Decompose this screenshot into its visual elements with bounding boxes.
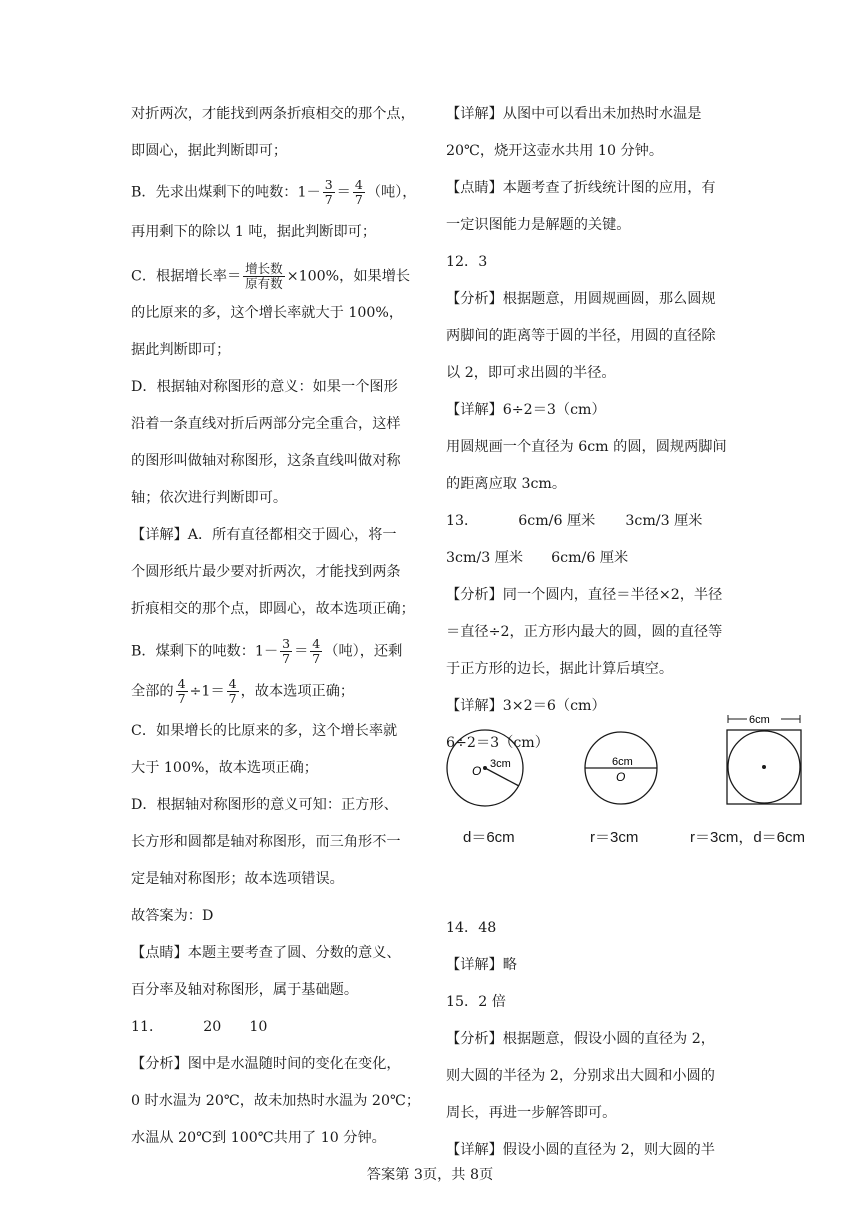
fraction: $\frac{\text{增长数}}{\text{原有数}}$ [245, 261, 283, 291]
circle-radius-diagram [447, 730, 523, 806]
figure-caption-3: r＝3cm，d＝6cm [690, 829, 806, 846]
text-line: 20℃，烧开这壶水共用 10 分钟。 [446, 143, 664, 159]
question-number-line: 11． 20 10 [131, 1019, 268, 1035]
figure-caption-2: r＝3cm [590, 829, 639, 846]
text-line: 6÷2＝3（cm） [446, 735, 549, 751]
fraction: $\frac{4}{7}$ [228, 676, 237, 706]
text-line: 的比原来的多，这个增长率就大于 100%， [131, 305, 404, 321]
text-line: 折痕相交的那个点，即圆心，故本选项正确； [131, 601, 415, 617]
text-line: 大于 100%，故本选项正确； [131, 760, 318, 776]
text-line: 【分析】同一个圆内，直径＝半径×2，半径 [446, 587, 723, 603]
fraction: $\frac{4}{7}$ [312, 636, 321, 666]
question-number-line: 14．48 [446, 920, 497, 936]
answer-line: 故答案为：D [131, 908, 214, 924]
text-line: 的图形叫做轴对称图形，这条直线叫做对称 [131, 453, 401, 469]
text-line: 个圆形纸片最少要对折两次，才能找到两条 [131, 564, 401, 580]
side-label: 6cm [749, 714, 770, 726]
diameter-label: 6cm [612, 756, 633, 768]
text-line: 以 2，即可求出圆的半径。 [446, 365, 616, 381]
text-line: 据此判断即可； [131, 342, 231, 358]
text-line: D．根据轴对称图形的意义：如果一个图形 [131, 379, 398, 395]
text-line: 【分析】图中是水温随时间的变化在变化， [131, 1056, 401, 1072]
text-line: 【详解】3×2＝6（cm） [446, 698, 606, 714]
question-number-line: 12．3 [446, 254, 488, 270]
text-line-fraction: C．根据增长率＝ $\frac{\text{增长数}}{\text{原有数}}$ ×100%，如果增长 [131, 261, 411, 291]
text-line-fraction: B．煤剩下的吨数：1－ $\frac{3}{7}$ ＝ $\frac{4}{7}$ （吨），还剩 [131, 636, 403, 666]
fraction: $\frac{4}{7}$ [177, 676, 186, 706]
circle-diameter-diagram [585, 732, 657, 804]
text-line: 对折两次，才能找到两条折痕相交的那个点， [131, 106, 415, 122]
text-line: C．如果增长的比原来的多，这个增长率就 [131, 723, 398, 739]
text-line: 【详解】A．所有直径都相交于圆心，将一 [131, 527, 397, 543]
square-circle-diagram [727, 712, 801, 804]
text-line: 则大圆的半径为 2，分别求出大圆和小圆的 [446, 1068, 715, 1084]
text-line: 两脚间的距离等于圆的半径，用圆的直径除 [446, 328, 716, 344]
text-line: 即圆心，据此判断即可； [131, 143, 288, 159]
question-number-line: 13． 6cm/6 厘米 3cm/3 厘米 [446, 513, 703, 529]
center-dot [762, 765, 766, 769]
text-line: 【详解】假设小圆的直径为 2，则大圆的半 [446, 1142, 715, 1158]
text-line-fraction: 全部的 $\frac{4}{7}$ ÷1＝ $\frac{4}{7}$ ，故本选项正确； [131, 676, 355, 706]
text-line: ＝直径÷2，正方形内最大的圆，圆的直径等 [446, 624, 723, 640]
text-line: 【分析】根据题意，用圆规画圆，那么圆规 [446, 291, 716, 307]
text-line: 【点睛】本题主要考查了圆、分数的意义、 [131, 945, 401, 961]
text-line: 于正方形的边长，据此计算后填空。 [446, 661, 674, 677]
text-line: 百分率及轴对称图形，属于基础题。 [131, 982, 359, 998]
circle-figure [430, 706, 830, 816]
text-line-fraction: B．先求出煤剩下的吨数：1－ $\frac{3}{7}$ ＝ $\frac{4}{7}$ （吨）， [131, 177, 417, 207]
text-line: 一定识图能力是解题的关键。 [446, 217, 631, 233]
text-line: 长方形和圆都是轴对称图形，而三角形不一 [131, 834, 401, 850]
text-line: 【详解】从图中可以看出未加热时水温是 [446, 106, 702, 122]
center-label: O [616, 770, 626, 784]
text-line: 【分析】根据题意，假设小圆的直径为 2， [446, 1031, 715, 1047]
fraction: $\frac{3}{7}$ [324, 177, 333, 207]
text-line: 定是轴对称图形；故本选项错误。 [131, 871, 344, 887]
text-line: 【详解】6÷2＝3（cm） [446, 402, 606, 418]
answer-line: 3cm/3 厘米 6cm/6 厘米 [446, 550, 629, 566]
page-footer: 答案第 3页，共 8页 [366, 1167, 494, 1183]
question-number-line: 15．2 倍 [446, 994, 506, 1010]
text-line: D．根据轴对称图形的意义可知：正方形、 [131, 797, 398, 813]
text-line: 水温从 20℃到 100℃共用了 10 分钟。 [131, 1130, 386, 1146]
text-line: 轴；依次进行判断即可。 [131, 490, 288, 506]
text-line: 周长，再进一步解答即可。 [446, 1105, 617, 1121]
text-line: 0 时水温为 20℃，故未加热时水温为 20℃； [131, 1093, 421, 1109]
radius-label: 3cm [490, 758, 511, 770]
radius-line [485, 768, 519, 786]
fraction: $\frac{4}{7}$ [354, 177, 363, 207]
text-line: 再用剩下的除以 1 吨，据此判断即可； [131, 224, 377, 240]
text-line: 【点睛】本题考查了折线统计图的应用，有 [446, 180, 716, 196]
text-line: 沿着一条直线对折后两部分完全重合，这样 [131, 416, 401, 432]
figure-caption-1: d＝6cm [463, 829, 515, 846]
text-line: 用圆规画一个直径为 6cm 的圆，圆规两脚间 [446, 439, 727, 455]
center-label: O [472, 764, 482, 778]
fraction: $\frac{3}{7}$ [282, 636, 291, 666]
text-line: 【详解】略 [446, 957, 517, 973]
text-line: 的距离应取 3cm。 [446, 476, 567, 492]
